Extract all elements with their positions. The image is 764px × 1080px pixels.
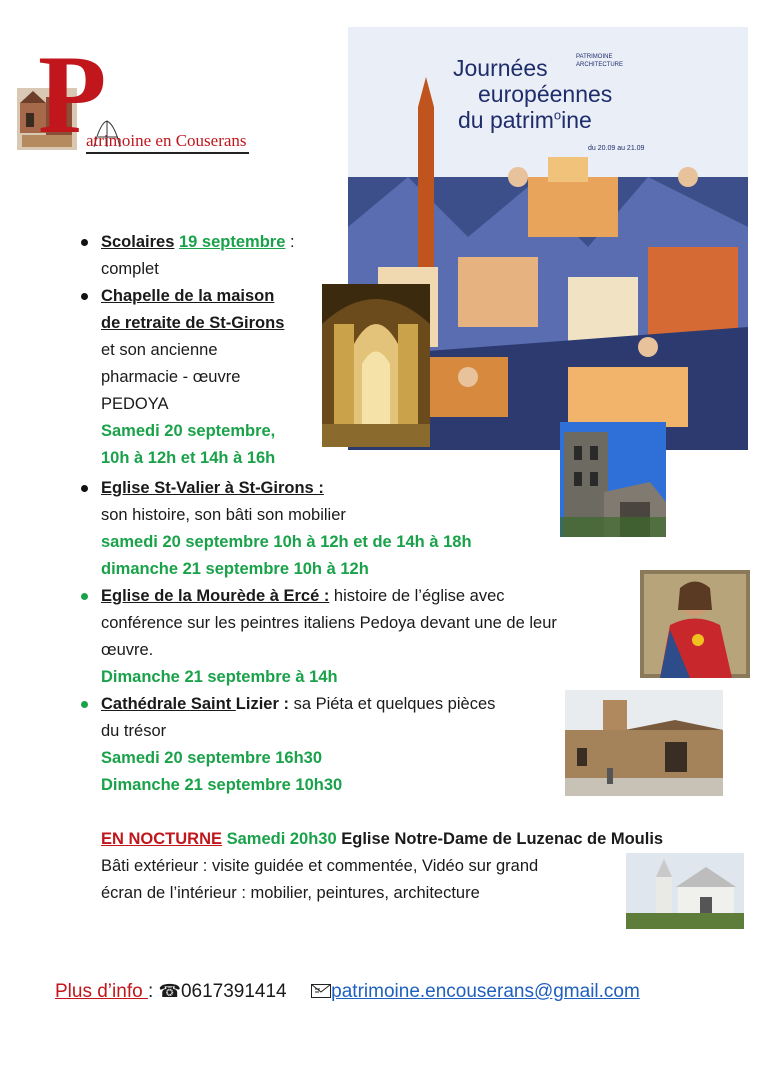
- item-mourede: [101, 583, 631, 691]
- item-title: Scolaires: [101, 233, 175, 251]
- footer-contact: [55, 978, 640, 1005]
- item-colon: :: [285, 233, 295, 251]
- item-date: Samedi 20 septembre,: [101, 422, 276, 440]
- telephone-icon: ☎: [158, 981, 181, 1001]
- chapel-photo: [322, 284, 430, 447]
- poster-title-1: Journées: [453, 55, 548, 81]
- poster-title-2: européennes: [478, 81, 613, 107]
- poster-title-3a: du patrim: [458, 107, 554, 133]
- poster-title-3: [458, 107, 592, 134]
- envelope-icon: [311, 984, 331, 998]
- item-text: sa Piéta et quelques pièces: [288, 695, 496, 713]
- item-date: 19 septembre: [178, 233, 286, 251]
- logo: [12, 33, 312, 160]
- bullet: [81, 701, 88, 708]
- nocturne-label: EN NOCTURNE: [101, 830, 223, 848]
- poster-dates: du 20.09 au 21.09: [588, 145, 645, 152]
- poster-small-1: PATRIMOINE: [576, 54, 613, 60]
- item-time: 10h à 12h et 14h à 16h: [101, 449, 276, 467]
- st-valier-photo: [560, 422, 666, 537]
- item-chapelle: [101, 283, 331, 472]
- nocturne-text: écran de l’intérieur : mobilier, peintures, architecture: [101, 884, 480, 902]
- item-title-end: Lizier :: [235, 695, 289, 713]
- item-text: PEDOYA: [101, 395, 169, 413]
- phone-number[interactable]: 0617391414: [180, 981, 287, 1002]
- bullet: [81, 239, 88, 246]
- logo-text: atrimoine en Couserans: [86, 130, 249, 154]
- item-title-line2: de retraite de St-Girons: [101, 314, 285, 332]
- item-text: histoire de l’église avec: [329, 587, 505, 605]
- item-text: et son ancienne: [101, 341, 218, 359]
- footer-colon: :: [147, 981, 159, 1002]
- item-title: Eglise de la Mourède à Ercé :: [101, 587, 330, 605]
- item-scolaires: [101, 229, 331, 283]
- item-date: Dimanche 21 septembre 10h30: [101, 776, 343, 794]
- item-text: conférence sur les peintres italiens Pedoya devant une de leur: [101, 614, 557, 632]
- item-cathedrale: [101, 691, 551, 799]
- nocturne-place: Eglise Notre-Dame de Luzenac de Moulis: [336, 830, 664, 848]
- item-text: œuvre.: [101, 641, 154, 659]
- item-title-line1: Chapelle de la maison: [101, 287, 275, 305]
- email-link[interactable]: patrimoine.encouserans@gmail.com: [331, 981, 640, 1002]
- nocturne-text: Bâti extérieur : visite guidée et commentée, Vidéo sur grand: [101, 857, 539, 875]
- item-text: pharmacie - œuvre: [101, 368, 241, 386]
- logo-letter-p: P: [38, 33, 107, 157]
- item-date: samedi 20 septembre 10h à 12h et de 14h à 18h: [101, 533, 472, 551]
- item-date: Samedi 20 septembre 16h30: [101, 749, 323, 767]
- cathedral-photo: [565, 690, 723, 796]
- bullet: [81, 593, 88, 600]
- bullet: [81, 293, 88, 300]
- item-title: Cathédrale Saint: [101, 695, 236, 713]
- item-date: dimanche 21 septembre 10h à 12h: [101, 560, 369, 578]
- item-st-valier: [101, 475, 541, 583]
- luzenac-church-photo: [626, 853, 744, 929]
- poster-small-2: ARCHITECTURE: [576, 62, 624, 68]
- sacred-heart-painting: [640, 570, 750, 678]
- bullet: [81, 485, 88, 492]
- item-title: Eglise St-Valier à St-Girons :: [101, 479, 324, 497]
- nocturne-time: Samedi 20h30: [222, 830, 337, 848]
- more-info-label: Plus d’info: [55, 981, 148, 1002]
- item-text: son histoire, son bâti son mobilier: [101, 506, 346, 524]
- item-text: complet: [101, 260, 159, 278]
- poster-title-3-o: o: [553, 107, 562, 123]
- poster-title-3b: ine: [561, 107, 592, 133]
- item-text: du trésor: [101, 722, 167, 740]
- item-date: Dimanche 21 septembre à 14h: [101, 668, 338, 686]
